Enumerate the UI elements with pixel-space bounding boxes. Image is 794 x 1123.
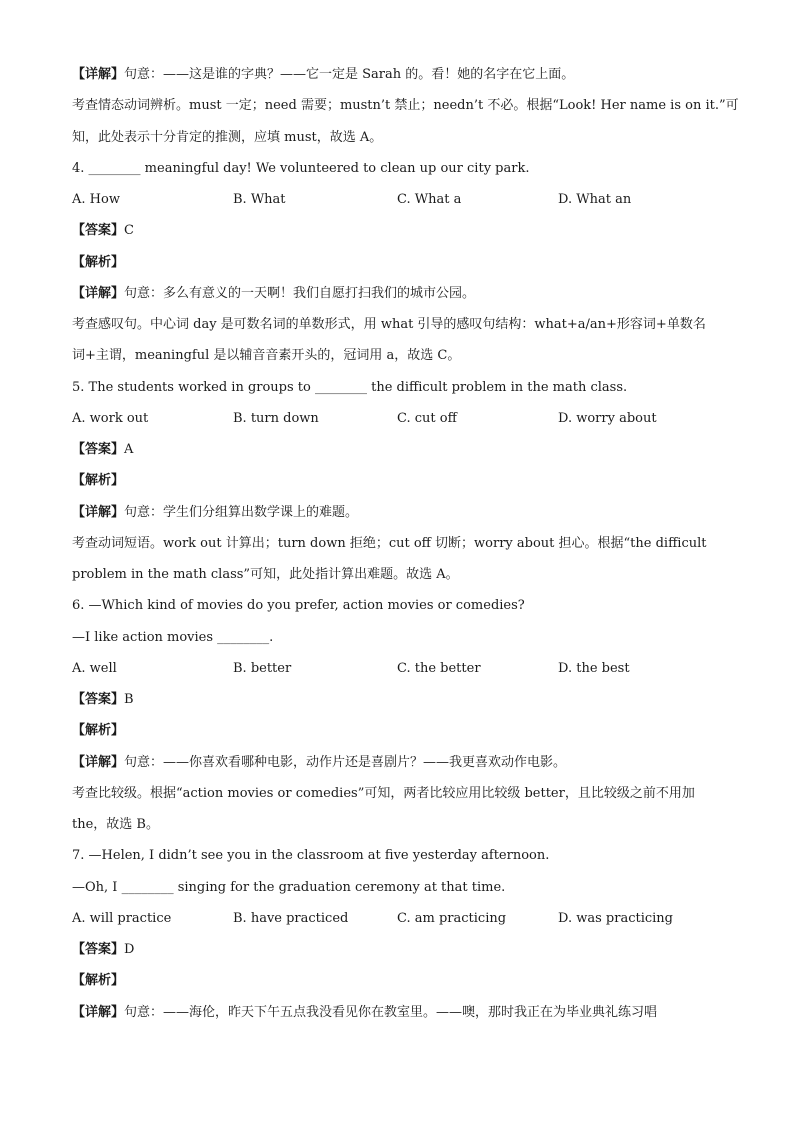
question-5-explain-1: 考查动词短语。work out 计算出；turn down 拒绝；cut off 切断；worry about 担心。根据“the difficult [72, 536, 707, 551]
option-c: C. What a [397, 192, 462, 207]
question-5-explain-2: problem in the math class”可知，此处指计算出难题。故选 A。 [72, 567, 459, 582]
option-a: A. How [72, 192, 120, 207]
question-4-explain-1: 考查感叹句。中心词 day 是可数名词的单数形式，用 what 引导的感叹句结构：what+a/an+形容词+单数名 [72, 317, 706, 332]
answer-label: 【答案】 [72, 442, 125, 457]
detail-text: 句意：——海伦，昨天下午五点我没看见你在教室里。——噢，那时我正在为毕业典礼练习唱 [124, 1005, 658, 1020]
question-7-stem-1: 7. —Helen, I didn’t see you in the classroom at five yesterday afternoon. [72, 848, 550, 863]
question-7-detail [72, 1005, 734, 1021]
option-d: D. the best [558, 661, 630, 676]
detail-text: 句意：——你喜欢看哪种电影，动作片还是喜剧片？——我更喜欢动作电影。 [124, 755, 567, 770]
question-4-answer [72, 223, 734, 239]
detail-label: 【详解】 [72, 755, 125, 770]
question-5-answer [72, 442, 734, 458]
answer-value: B [124, 692, 134, 707]
question-6-stem-1: 6. —Which kind of movies do you prefer, action movies or comedies? [72, 598, 525, 613]
option-d: D. was practicing [558, 911, 673, 926]
question-5-detail [72, 505, 734, 521]
detail-label: 【详解】 [72, 505, 125, 520]
question-6-detail [72, 755, 734, 771]
answer-label: 【答案】 [72, 223, 125, 238]
option-d: D. What an [558, 192, 632, 207]
question-4-detail [72, 286, 734, 302]
question-6-answer [72, 692, 734, 708]
question-6-stem-2: —I like action movies ________. [72, 630, 274, 645]
detail-text: 句意：学生们分组算出数学课上的难题。 [124, 505, 359, 520]
detail-label: 【详解】 [72, 67, 125, 82]
option-c: C. the better [397, 661, 481, 676]
question-4-stem: 4. ________ meaningful day! We volunteered to clean up our city park. [72, 161, 530, 176]
answer-value: C [124, 223, 134, 238]
question-7-analysis-label: 【解析】 [72, 973, 125, 988]
option-a: A. work out [72, 411, 149, 426]
option-b: B. better [233, 661, 292, 676]
answer-value: A [124, 442, 134, 457]
intro-explain-line-1: 考查情态动词辨析。must 一定；need 需要；mustn’t 禁止；needn’t 不必。根据“Look! Her name is on it.”可 [72, 98, 739, 113]
answer-value: D [124, 942, 135, 957]
option-b: B. What [233, 192, 286, 207]
question-6-explain-2: the，故选 B。 [72, 817, 159, 832]
detail-text: 句意：多么有意义的一天啊！我们自愿打扫我们的城市公园。 [124, 286, 476, 301]
option-c: C. am practicing [397, 911, 507, 926]
option-c: C. cut off [397, 411, 457, 426]
option-b: B. turn down [233, 411, 319, 426]
question-4-explain-2: 词+主谓，meaningful 是以辅音音素开头的，冠词用 a，故选 C。 [72, 348, 461, 363]
intro-explain-line-2: 知，此处表示十分肯定的推测，应填 must，故选 A。 [72, 130, 383, 145]
question-6-analysis-label: 【解析】 [72, 723, 125, 738]
question-7-stem-2: —Oh, I ________ singing for the graduation ceremony at that time. [72, 880, 506, 895]
question-5-stem: 5. The students worked in groups to ________ the difficult problem in the math class. [72, 380, 628, 395]
option-a: A. well [72, 661, 117, 676]
option-b: B. have practiced [233, 911, 349, 926]
answer-label: 【答案】 [72, 692, 125, 707]
detail-text: 句意：——这是谁的字典？——它一定是 Sarah 的。看！她的名字在它上面。 [124, 67, 575, 82]
detail-label: 【详解】 [72, 286, 125, 301]
question-6-explain-1: 考查比较级。根据“action movies or comedies”可知，两者比较应用比较级 better，且比较级之前不用加 [72, 786, 695, 801]
answer-label: 【答案】 [72, 942, 125, 957]
question-5-analysis-label: 【解析】 [72, 473, 125, 488]
intro-detail-line [72, 67, 734, 83]
option-a: A. will practice [72, 911, 172, 926]
question-7-answer [72, 942, 734, 958]
option-d: D. worry about [558, 411, 657, 426]
question-4-analysis-label: 【解析】 [72, 255, 125, 270]
detail-label: 【详解】 [72, 1005, 125, 1020]
